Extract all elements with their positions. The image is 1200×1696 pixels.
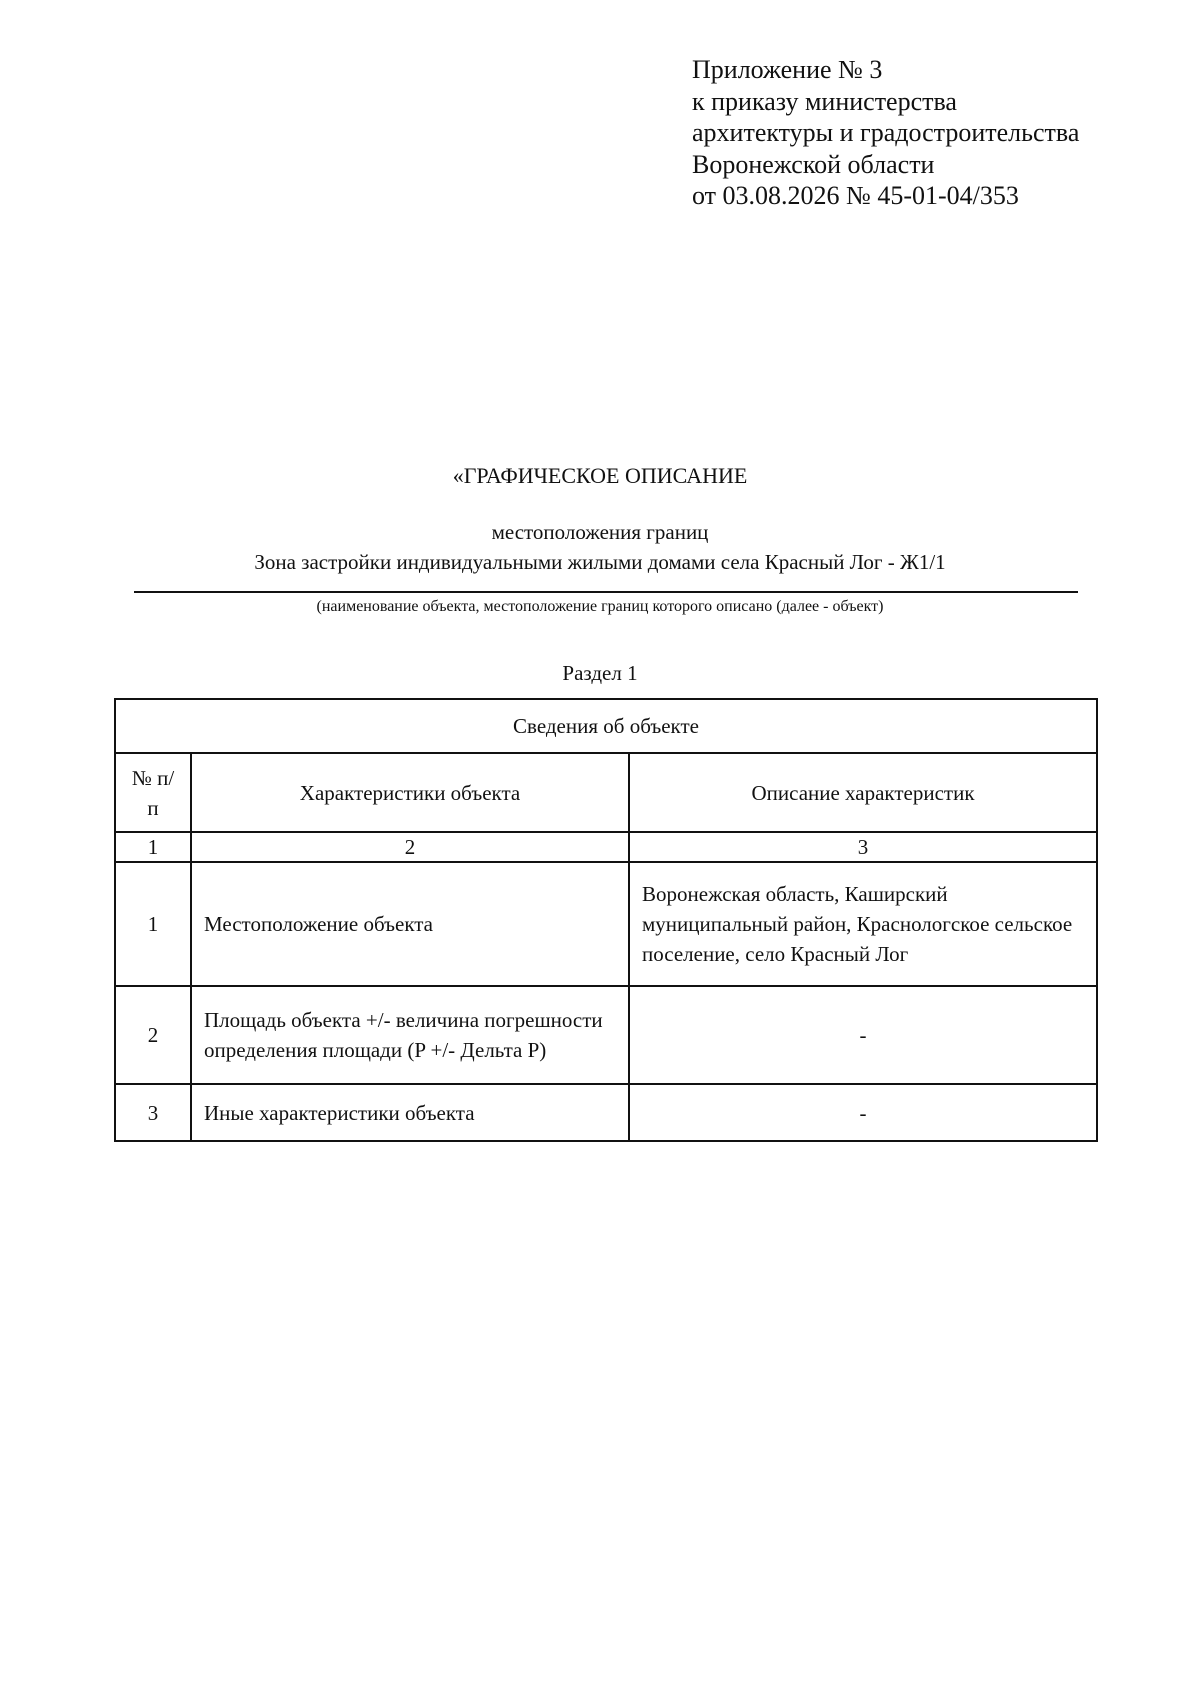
header-cell-number: № п/п bbox=[115, 753, 191, 832]
row-number: 3 bbox=[115, 1084, 191, 1141]
header-cell-description: Описание характеристик bbox=[629, 753, 1097, 832]
row-number: 2 bbox=[115, 986, 191, 1084]
document-subtitle: местоположения границ bbox=[491, 520, 709, 544]
row-characteristic: Площадь объекта +/- величина погрешности определения площади (P +/- Дельта P) bbox=[191, 986, 629, 1084]
appendix-line: архитектуры и градостроительства bbox=[692, 118, 1080, 147]
column-number: 3 bbox=[629, 832, 1097, 862]
table-row bbox=[115, 986, 1097, 1084]
table-row bbox=[115, 1084, 1097, 1141]
appendix-line: Воронежской области bbox=[692, 149, 935, 179]
section-title: Раздел 1 bbox=[562, 661, 638, 685]
appendix-block bbox=[692, 54, 1079, 212]
row-description: - bbox=[629, 1084, 1097, 1141]
header-cell-characteristic: Характеристики объекта bbox=[191, 753, 629, 832]
row-characteristic: Местоположение объекта bbox=[191, 862, 629, 986]
table-row bbox=[115, 862, 1097, 986]
appendix-line: Приложение № 3 bbox=[692, 55, 883, 84]
row-description: Воронежская область, Каширский муниципальный район, Краснологское сельское поселение, село Красный Лог bbox=[629, 862, 1097, 986]
appendix-line: от 03.08.2026 № 45-01-04/353 bbox=[692, 181, 1019, 210]
column-number-row bbox=[115, 832, 1097, 862]
table-title-row bbox=[115, 699, 1097, 753]
column-number: 1 bbox=[115, 832, 191, 862]
row-description: - bbox=[629, 986, 1097, 1084]
row-characteristic: Иные характеристики объекта bbox=[191, 1084, 629, 1141]
object-name: Зона застройки индивидуальными жилыми домами села Красный Лог - Ж1/1 bbox=[254, 550, 946, 574]
column-number: 2 bbox=[191, 832, 629, 862]
object-caption: (наименование объекта, местоположение границ которого описано (далее - объект) bbox=[316, 598, 884, 615]
table-header-row bbox=[115, 753, 1097, 832]
underline-rule bbox=[134, 591, 1078, 593]
appendix-line: к приказу министерства bbox=[692, 86, 957, 116]
object-info-table bbox=[114, 698, 1098, 1142]
row-number: 1 bbox=[115, 862, 191, 986]
document-title: «ГРАФИЧЕСКОЕ ОПИСАНИЕ bbox=[452, 463, 748, 488]
table-title: Сведения об объекте bbox=[115, 699, 1097, 753]
